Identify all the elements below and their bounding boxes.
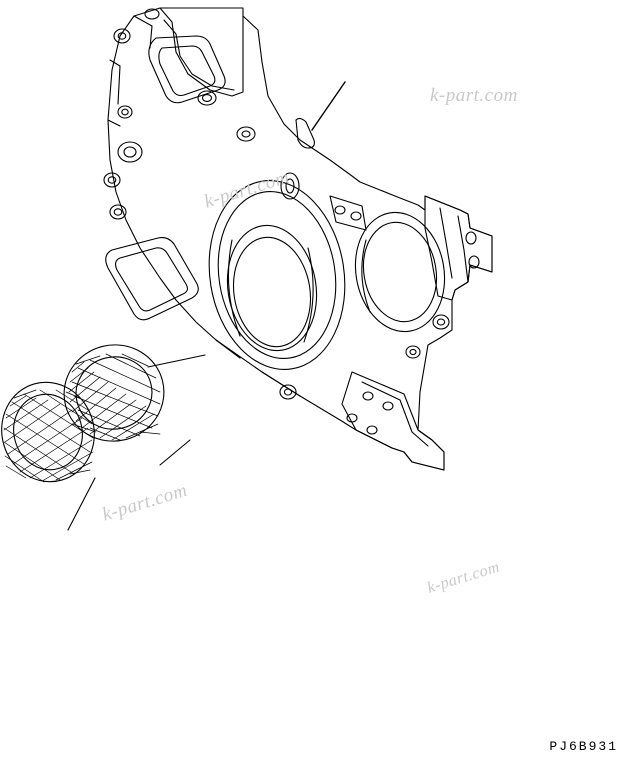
leader-seal-mid	[160, 440, 190, 465]
watermark: k-part.com	[99, 479, 190, 526]
bolt-hole-inner	[114, 209, 122, 215]
watermark: k-part.com	[201, 166, 292, 213]
watermark: k-part.com	[430, 85, 518, 106]
oil-seal-middle	[54, 334, 174, 451]
leader-seal-inner	[148, 355, 205, 367]
leader-seal-outer	[68, 478, 95, 530]
watermark: k-part.com	[425, 558, 502, 597]
part-number-label: PJ6B931	[549, 739, 618, 754]
leader-top-cover	[312, 82, 345, 130]
